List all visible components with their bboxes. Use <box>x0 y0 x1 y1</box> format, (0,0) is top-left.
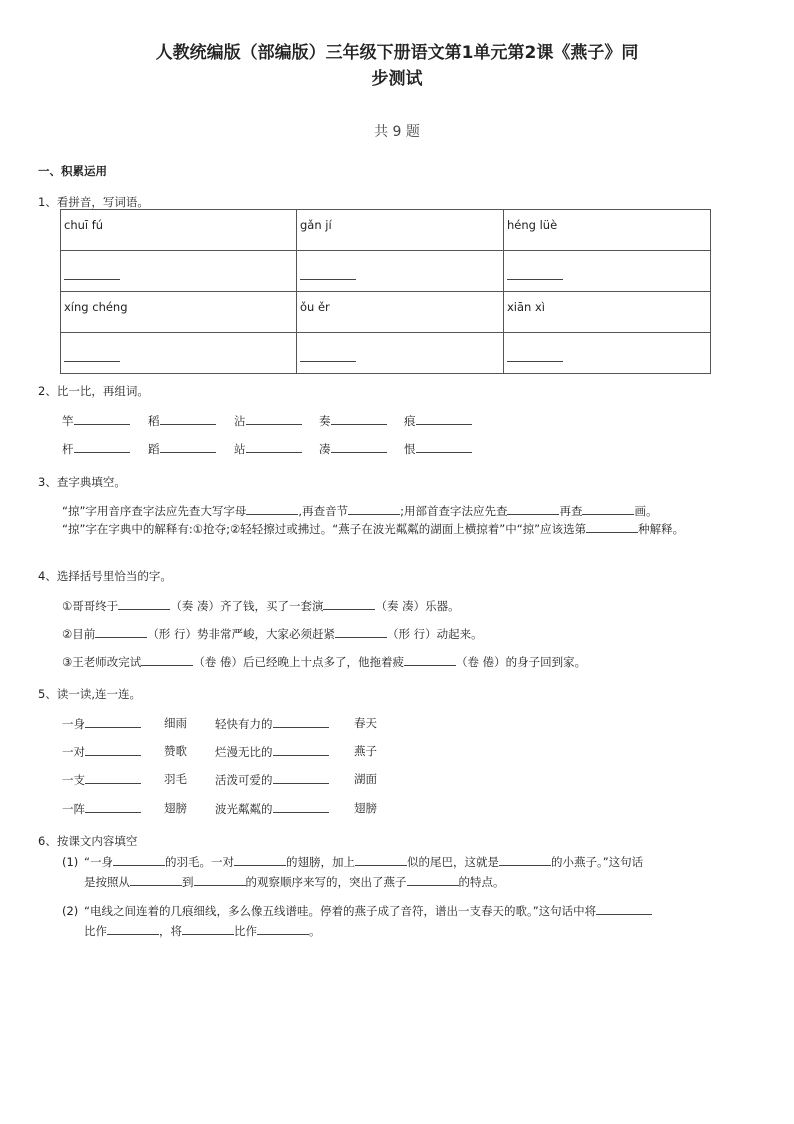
match-item: 赞歌 <box>164 744 187 758</box>
match-item: 一身 <box>62 715 141 732</box>
match-item: 轻快有力的 <box>215 715 329 732</box>
pinyin-cell: héng lüè <box>504 210 711 251</box>
question-2-label: 2、比一比，再组词。 <box>38 384 149 398</box>
answer-cell[interactable] <box>297 251 504 292</box>
fill-item-2: (2) “电线之间连着的几痕细线，多么像五线谱哇。停着的燕子成了音符，谱出一支春天的歌。”这句话中将 比作 ，将 比作 。 <box>62 901 712 941</box>
answer-cell[interactable] <box>61 333 297 374</box>
item-number: (2) <box>62 904 79 918</box>
choice-sentence: ①哥哥终于 （奏 凑）齐了钱，买了一套演 （奏 凑）乐器。 <box>62 599 460 613</box>
match-item: 湖面 <box>354 772 377 786</box>
match-item: 一支 <box>62 771 141 788</box>
question-5-label: 5、读一读,连一连。 <box>38 687 141 701</box>
match-item: 羽毛 <box>164 772 187 786</box>
match-item: 波光粼粼的 <box>215 800 329 817</box>
answer-cell[interactable] <box>504 333 711 374</box>
pinyin-cell: gǎn jí <box>297 210 504 251</box>
question-1-label: 1、看拼音，写词语。 <box>38 195 149 209</box>
choice-sentence: ②目前 （形 行）势非常严峻，大家必须赶紧 （形 行）动起来。 <box>62 627 483 641</box>
match-item: 燕子 <box>354 744 377 758</box>
compare-item: 稻 <box>148 412 216 429</box>
section-heading: 一、积累运用 <box>38 164 107 178</box>
match-item: 活泼可爱的 <box>215 771 329 788</box>
match-item: 细雨 <box>164 716 187 730</box>
title-line-1: 人教统编版（部编版）三年级下册语文第1单元第2课《燕子》同 <box>155 43 639 63</box>
match-item: 烂漫无比的 <box>215 743 329 760</box>
match-item: 翅膀 <box>164 801 187 815</box>
match-item: 翅膀 <box>354 801 377 815</box>
question-count: 共 9 题 <box>374 124 420 140</box>
compare-item: 站 <box>234 440 302 457</box>
question-3-text: “掠”字用音序查字法应先查大写字母 ,再查音节 ;用部首查字法应先查 再查 画。 “掠”字在字典中的解释有:①抢夺;②轻轻擦过或拂过。“燕子在波光粼粼的湖面上横掠着”中“掠”应该选第 种解释。 <box>62 504 685 536</box>
compare-item: 蹈 <box>148 440 216 457</box>
compare-item: 痕 <box>404 412 472 429</box>
match-item: 一对 <box>62 743 141 760</box>
compare-item: 凑 <box>319 440 387 457</box>
item-number: (1) <box>62 855 79 869</box>
answer-cell[interactable] <box>504 251 711 292</box>
pinyin-cell: xíng chéng <box>61 292 297 333</box>
match-item: 春天 <box>354 716 377 730</box>
pinyin-table <box>60 209 711 374</box>
title-line-2: 步测试 <box>371 69 423 89</box>
question-6-label: 6、按课文内容填空 <box>38 834 138 848</box>
pinyin-cell: xiān xì <box>504 292 711 333</box>
fill-item-1: (1) “一身 的羽毛。一对 的翅膀，加上 似的尾巴，这就是 的小燕子。”这句话 是按照从 到 的观察顺序来写的，突出了燕子 的特点。 <box>62 852 712 892</box>
pinyin-cell: ǒu ěr <box>297 292 504 333</box>
question-3-label: 3、查字典填空。 <box>38 475 126 489</box>
pinyin-cell: chuī fú <box>61 210 297 251</box>
answer-cell[interactable] <box>297 333 504 374</box>
compare-item: 竿 <box>62 412 130 429</box>
compare-item: 杆 <box>62 440 130 457</box>
page-title <box>0 40 794 92</box>
compare-item: 恨 <box>404 440 472 457</box>
choice-sentence: ③王老师改完试 （卷 倦）后已经晚上十点多了，他拖着疲 （卷 倦）的身子回到家。 <box>62 655 587 669</box>
question-4-label: 4、选择括号里恰当的字。 <box>38 569 172 583</box>
answer-cell[interactable] <box>61 251 297 292</box>
compare-item: 奏 <box>319 412 387 429</box>
match-item: 一阵 <box>62 800 141 817</box>
compare-item: 沾 <box>234 412 302 429</box>
